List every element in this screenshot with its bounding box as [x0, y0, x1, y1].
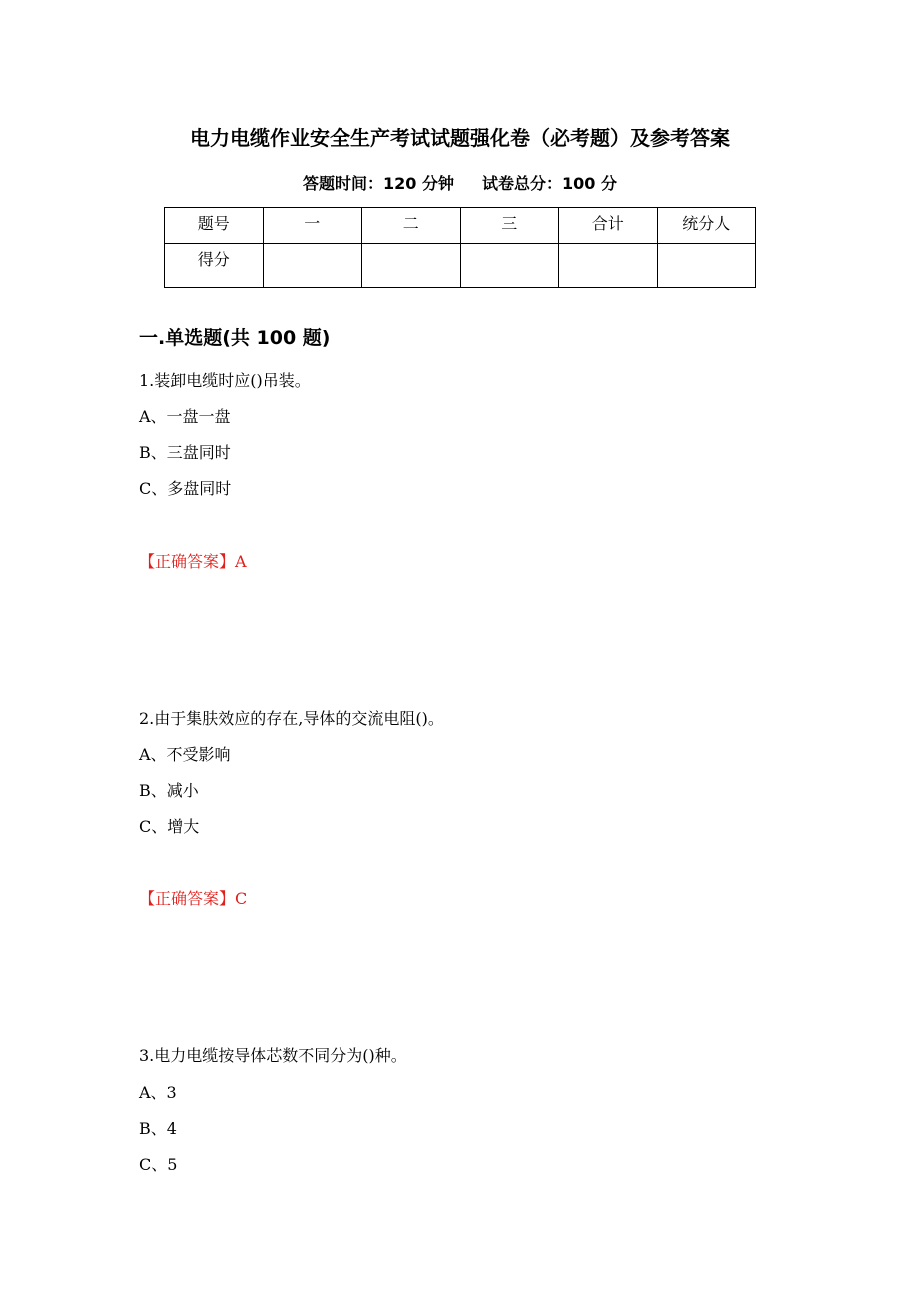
exam-time: 答题时间：120 分钟 — [303, 174, 454, 193]
score-row-label: 得分 — [165, 244, 264, 288]
score-cell — [657, 244, 756, 288]
score-table-score-row — [165, 244, 756, 288]
score-header-cell: 三 — [460, 208, 559, 244]
question-option: A、一盘一盘 — [139, 407, 231, 426]
question-option: A、不受影响 — [139, 745, 231, 764]
question-option: B、4 — [139, 1119, 177, 1138]
score-header-cell: 合计 — [559, 208, 658, 244]
score-header-cell: 统分人 — [657, 208, 756, 244]
question-stem: 3.电力电缆按导体芯数不同分为()种。 — [139, 1046, 407, 1065]
question-stem: 2.由于集肤效应的存在,导体的交流电阻()。 — [139, 709, 444, 728]
correct-answer: 【正确答案】C — [139, 889, 248, 908]
score-table — [164, 207, 756, 288]
question-option: C、增大 — [139, 817, 200, 836]
score-table-header-row — [165, 208, 756, 244]
question-option: B、减小 — [139, 781, 199, 800]
score-cell — [460, 244, 559, 288]
score-cell — [263, 244, 362, 288]
question-option: C、多盘同时 — [139, 479, 232, 498]
score-cell — [559, 244, 658, 288]
question-option: A、3 — [139, 1083, 177, 1102]
question-option: B、三盘同时 — [139, 443, 231, 462]
question-stem: 1.装卸电缆时应()吊装。 — [139, 371, 311, 390]
exam-total-score: 试卷总分：100 分 — [482, 174, 617, 193]
score-header-cell: 一 — [263, 208, 362, 244]
exam-meta — [0, 171, 920, 194]
document-title: 电力电缆作业安全生产考试试题强化卷（必考题）及参考答案 — [190, 126, 730, 150]
correct-answer: 【正确答案】A — [139, 552, 247, 571]
section-title: 一.单选题(共 100 题) — [139, 327, 331, 349]
question-option: C、5 — [139, 1155, 178, 1174]
score-header-cell: 题号 — [165, 208, 264, 244]
score-header-cell: 二 — [362, 208, 461, 244]
score-cell — [362, 244, 461, 288]
